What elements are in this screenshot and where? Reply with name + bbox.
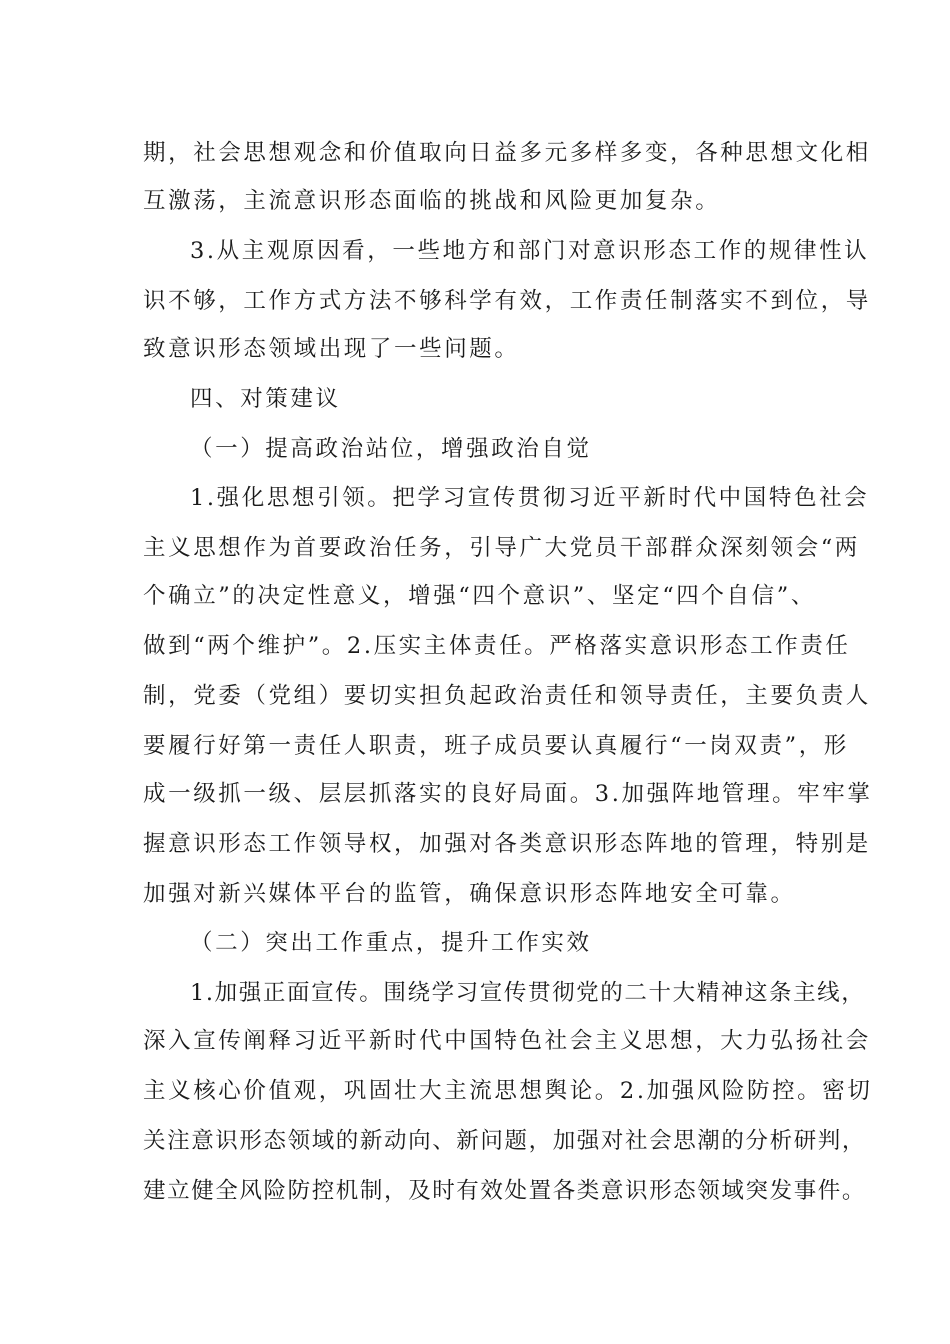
text-line: 主义核心价值观，巩固壮大主流思想舆论。2.加强风险防控。密切	[143, 1078, 873, 1104]
text-line: 致意识形态领域出现了一些问题。	[143, 336, 520, 362]
text-line: 加强对新兴媒体平台的监管，确保意识形态阵地安全可靠。	[143, 881, 796, 907]
section-heading: 四、对策建议	[190, 386, 341, 412]
text-line: 要履行好第一责任人职责，班子成员要认真履行“一岗双责”，形	[143, 733, 849, 759]
subsection-heading: （一）提高政治站位，增强政治自觉	[190, 436, 592, 462]
text-line: 主义思想作为首要政治任务，引导广大党员干部群众深刻领会“两	[143, 535, 860, 561]
text-line: 成一级抓一级、层层抓落实的良好局面。3.加强阵地管理。牢牢掌	[143, 781, 873, 807]
text-line: 关注意识形态领域的新动向、新问题，加强对社会思潮的分析研判，	[143, 1128, 867, 1154]
text-line: 个确立”的决定性意义，增强“四个意识”、坚定“四个自信”、	[143, 583, 816, 609]
text-line: 制，党委（党组）要切实担负起政治责任和领导责任，主要负责人	[143, 683, 871, 709]
paragraph-start-line: 1.加强正面宣传。围绕学习宣传贯彻党的二十大精神这条主线，	[190, 980, 866, 1006]
text-line: 建立健全风险防控机制，及时有效处置各类意识形态领域突发事件。	[143, 1178, 867, 1204]
text-line: 识不够，工作方式方法不够科学有效，工作责任制落实不到位，导	[143, 288, 871, 314]
text-line: 做到“两个维护”。2.压实主体责任。严格落实意识形态工作责任	[143, 633, 851, 659]
text-line: 深入宣传阐释习近平新时代中国特色社会主义思想，大力弘扬社会	[143, 1028, 871, 1054]
text-line: 互激荡，主流意识形态面临的挑战和风险更加复杂。	[143, 188, 721, 214]
text-line: 期，社会思想观念和价值取向日益多元多样多变，各种思想文化相	[143, 140, 871, 166]
subsection-heading: （二）突出工作重点，提升工作实效	[190, 930, 592, 956]
paragraph-start-line: 3.从主观原因看，一些地方和部门对意识形态工作的规律性认	[190, 238, 870, 264]
text-line: 握意识形态工作领导权，加强对各类意识形态阵地的管理，特别是	[143, 831, 871, 857]
paragraph-start-line: 1.强化思想引领。把学习宣传贯彻习近平新时代中国特色社会	[190, 485, 870, 511]
